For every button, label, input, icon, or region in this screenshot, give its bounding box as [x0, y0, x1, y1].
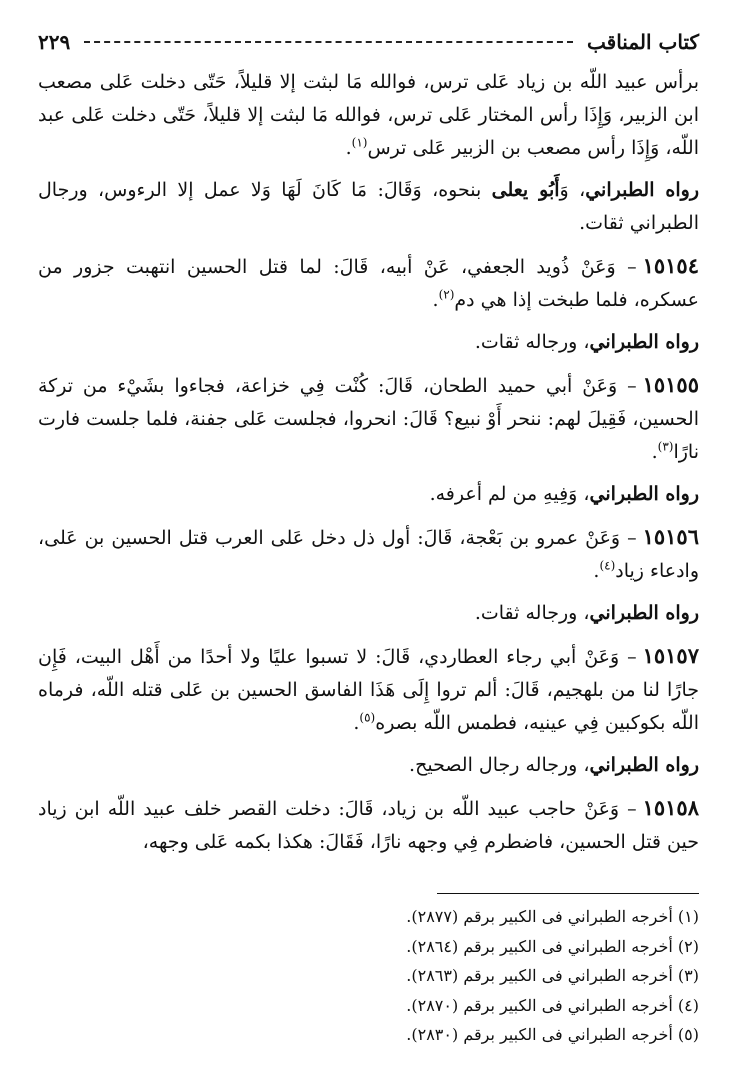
- footnote-separator-line: [437, 893, 699, 894]
- paragraph-text: برأس عبيد اللّه بن زياد عَلى ترس، فوالله مَا لبثت إلا قليلاً، حَتّى دخلت عَلى مصعب ابن الزبير، وَإِذَا رأس المختار عَلى ترس، فوالله مَا لبثت إلا قليلاً، حَتّى دخلت عَلى عبد اللّه، وَإِذَا رأس مصعب بن الزبير عَلى ترس: [38, 71, 699, 159]
- narrator-note-text: ، ورجاله ثقات.: [474, 602, 590, 624]
- narrator-note-text: ، ورجاله ثقات.: [474, 331, 590, 353]
- paragraph-end: .: [345, 137, 352, 159]
- hadith-text: – وَعَنْ حاجب عبيد اللّه بن زياد، قَالَ: دخلت القصر خلف عبيد اللّه ابن زياد حين قتل الحسين، فاضطرم فِي وجهه نارًا، فَقَالَ: هكذا بكمه عَلى وجهه،: [38, 798, 699, 853]
- narrator-separator: ، وَ: [559, 179, 586, 201]
- page-number: ٢٢٩: [38, 30, 71, 54]
- paragraph-end: .: [353, 712, 360, 734]
- footnote-ref: (١): [351, 135, 368, 150]
- hadith-15156: [38, 520, 699, 588]
- narrator-note: [38, 174, 699, 240]
- hadith-15154: [38, 249, 699, 317]
- narrator-note: [38, 478, 699, 511]
- footnote-item: (٣) أخرجه الطبراني فى الكبير برقم (٢٨٦٣).: [406, 966, 699, 985]
- narrator-note-text: ، وَفِيهِ من لم أعرفه.: [429, 483, 590, 505]
- narrator-note: [38, 749, 699, 782]
- hadith-15155: [38, 368, 699, 469]
- footnotes: [38, 902, 699, 1050]
- narrator-note-text: بنحوه، وَقَالَ: مَا كَانَ لَهَا وَلا عمل إلا الرءوس، ورجال الطبراني ثقات.: [38, 179, 699, 234]
- narrator-name: رواه الطبراني: [589, 754, 699, 776]
- footnote-item: (٤) أخرجه الطبراني فى الكبير برقم (٢٨٧٠).: [406, 995, 699, 1015]
- hadith-15158: [38, 791, 699, 859]
- hadith-number: ١٥١٥٤: [642, 253, 699, 278]
- paragraph-end: .: [593, 560, 600, 582]
- hadith-text: – وَعَنْ أبي رجاء العطاردي، قَالَ: لا تسبوا عليًا ولا أحدًا من أَهْل البيت، فَإِن جارًا لنا من بلهجيم، قَالَ: ألم تروا إِلَى هَذَا الفاسق الحسين بن عَلى قتله اللّه، فرماه اللّه بكوكبين فِي عينيه، فطمس اللّه بصره: [38, 646, 699, 734]
- footnote-item: (١) أخرجه الطبراني فى الكبير برقم (٢٨٧٧).: [406, 907, 699, 926]
- hadith-number: ١٥١٥٨: [642, 795, 699, 820]
- narrator-note: [38, 326, 699, 359]
- body-text: [38, 66, 699, 859]
- footnote-ref: (٢): [438, 287, 455, 302]
- footnote-item: (٥) أخرجه الطبراني فى الكبير برقم (٢٨٣٠).: [406, 1025, 699, 1044]
- header-dashed-rule: [84, 41, 573, 43]
- narrator-name: رواه الطبراني: [589, 331, 699, 353]
- footnote-item: (٢) أخرجه الطبراني فى الكبير برقم (٢٨٦٤).: [406, 936, 699, 956]
- footnote-ref: (٣): [657, 439, 674, 454]
- running-header: [38, 24, 699, 60]
- hadith-text: – وَعَنْ ذُويد الجعفي، عَنْ أبيه، قَالَ: لما قتل الحسين انتهبت جزور من عسكره، فلما طبخت إذا هي دم: [38, 256, 699, 311]
- hadith-number: ١٥١٥٦: [642, 524, 699, 549]
- paragraph-end: .: [651, 441, 658, 463]
- hadith-text: – وَعَنْ أبي حميد الطحان، قَالَ: كُنْت فِي خزاعة، فجاءوا بشَيْء من تركة الحسين، فَقِيلَ لهم: ننحر أَوْ نبيع؟ قَالَ: انحروا، فجلست عَلى جفنة، فلما جلست فارت نارًا: [38, 375, 699, 463]
- narrator-note: [38, 597, 699, 630]
- continued-paragraph: [38, 66, 699, 165]
- narrator-name: رواه الطبراني: [585, 179, 699, 201]
- paragraph-end: .: [432, 289, 439, 311]
- hadith-15157: [38, 639, 699, 740]
- hadith-number: ١٥١٥٥: [642, 372, 699, 397]
- narrator-name: أَبُو يعلى: [491, 179, 560, 201]
- narrator-name: رواه الطبراني: [589, 483, 699, 505]
- footnote-ref: (٤): [599, 558, 616, 573]
- narrator-name: رواه الطبراني: [589, 602, 699, 624]
- book-title: كتاب المناقب: [587, 30, 699, 54]
- footnote-ref: (٥): [359, 710, 376, 725]
- hadith-text: – وَعَنْ عمرو بن بَعْجة، قَالَ: أول ذل دخل عَلى العرب قتل الحسين بن عَلى، وادعاء زياد: [38, 527, 699, 582]
- narrator-note-text: ، ورجاله رجال الصحيح.: [409, 754, 590, 776]
- hadith-number: ١٥١٥٧: [642, 643, 699, 668]
